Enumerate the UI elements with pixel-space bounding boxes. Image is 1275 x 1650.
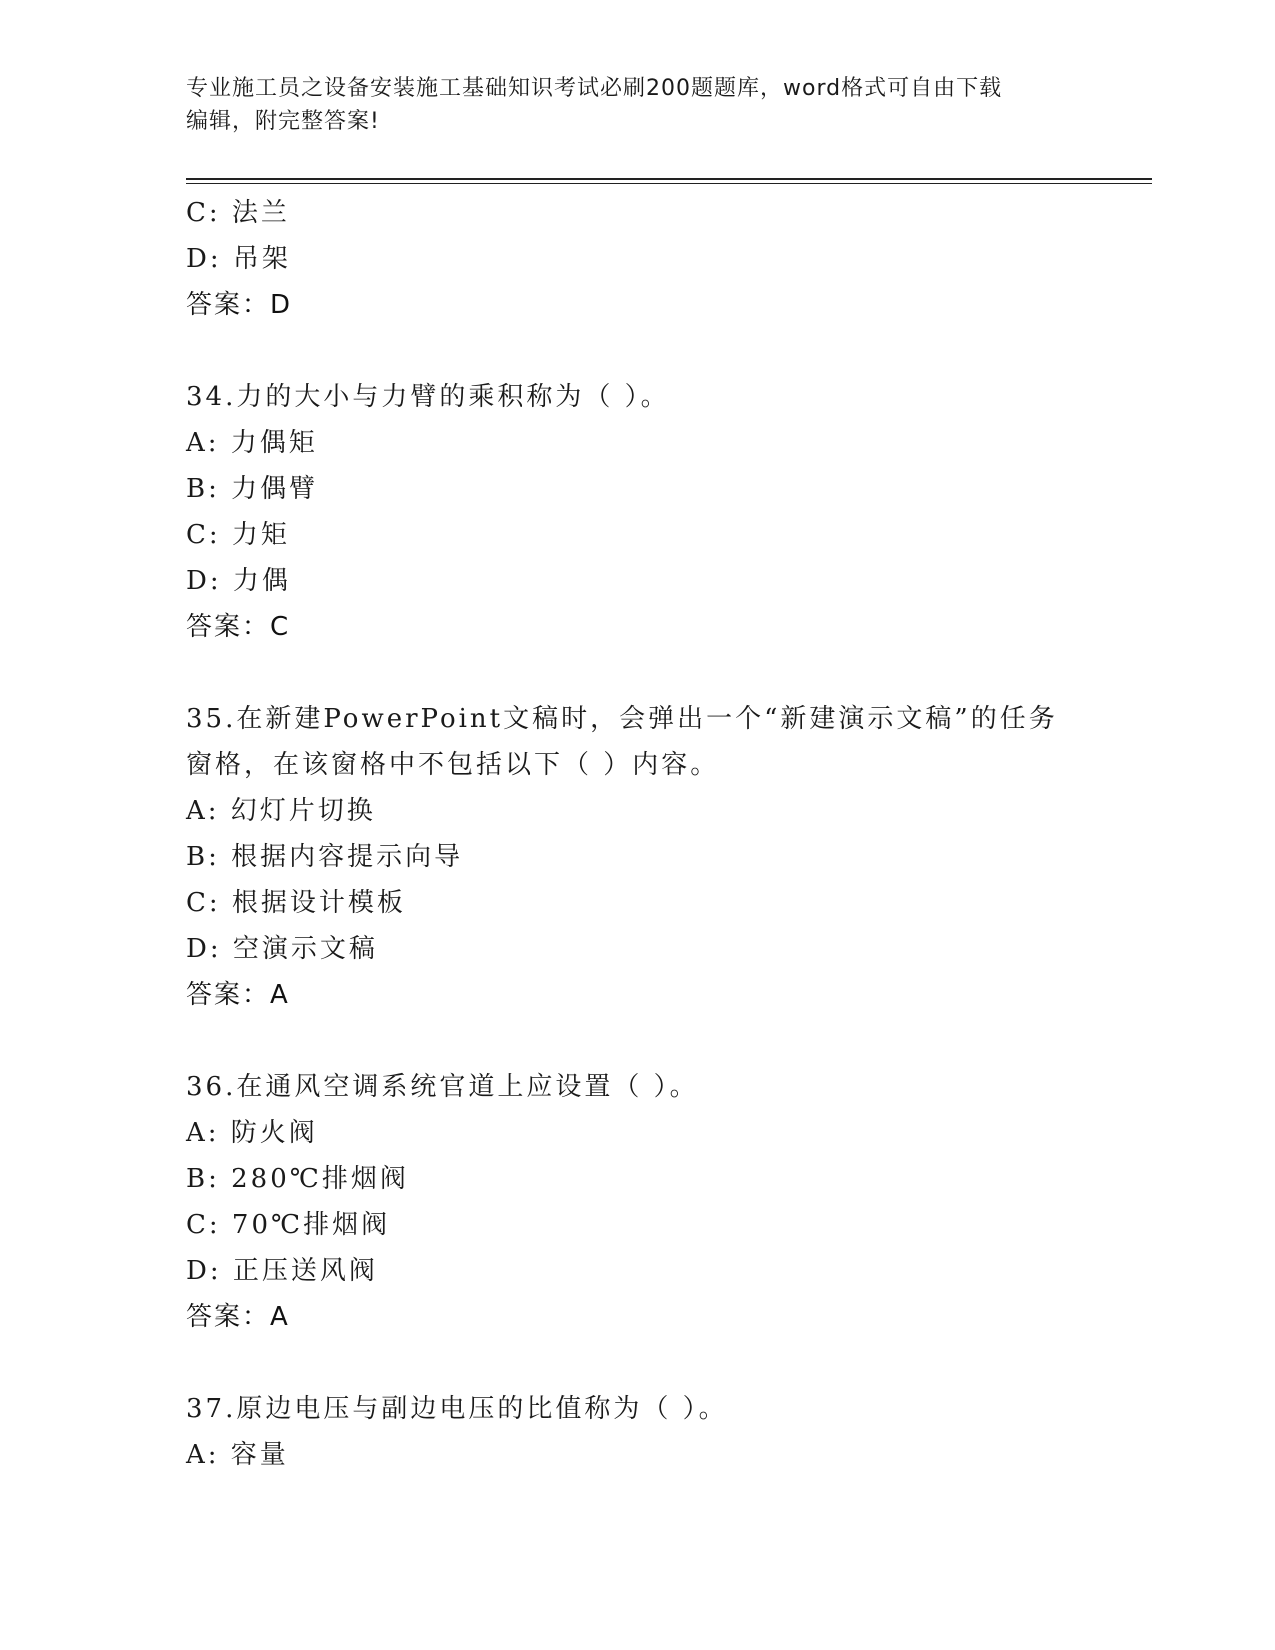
option-a: A: 力偶矩 <box>186 428 318 458</box>
question-stem: 36.在通风空调系统官道上应设置（ ）。 <box>186 1072 699 1102</box>
header-rule-thick <box>186 178 1152 180</box>
option-b: B: 力偶臂 <box>186 474 319 504</box>
answer-line: 答案：A <box>186 1302 290 1332</box>
question-block-37 <box>186 1386 1086 1478</box>
question-block-36 <box>186 1064 1086 1340</box>
question-list <box>186 190 1086 1478</box>
document-header <box>186 72 1086 138</box>
option-c: C: 法兰 <box>186 198 290 228</box>
question-stem-line-1: 35.在新建PowerPoint文稿时，会弹出一个“新建演示文稿”的任务 <box>186 704 1058 734</box>
option-a: A: 防火阀 <box>186 1118 318 1148</box>
option-c: C: 力矩 <box>186 520 290 550</box>
option-b: B: 280℃排烟阀 <box>186 1164 409 1194</box>
answer-line: 答案：D <box>186 290 293 320</box>
spacer <box>186 1018 1086 1064</box>
option-d: D: 吊架 <box>186 244 291 274</box>
spacer <box>186 650 1086 696</box>
option-c: C: 根据设计模板 <box>186 888 406 918</box>
question-block-34 <box>186 374 1086 650</box>
answer-line: 答案：A <box>186 980 290 1010</box>
header-line-1: 专业施工员之设备安装施工基础知识考试必刷200题题库，word格式可自由下载 <box>186 76 1003 101</box>
option-c: C: 70℃排烟阀 <box>186 1210 391 1240</box>
option-d: D: 正压送风阀 <box>186 1256 378 1286</box>
question-block-35 <box>186 696 1086 1018</box>
question-stem: 37.原边电压与副边电压的比值称为（ ）。 <box>186 1394 728 1424</box>
header-rule-thin <box>186 183 1152 184</box>
option-a: A: 幻灯片切换 <box>186 796 376 826</box>
question-block-33 <box>186 190 1086 328</box>
question-stem-line-2: 窗格，在该窗格中不包括以下（ ）内容。 <box>186 750 720 780</box>
option-d: D: 空演示文稿 <box>186 934 378 964</box>
question-stem: 34.力的大小与力臂的乘积称为（ ）。 <box>186 382 670 412</box>
option-d: D: 力偶 <box>186 566 291 596</box>
option-b: B: 根据内容提示向导 <box>186 842 464 872</box>
spacer <box>186 1340 1086 1386</box>
spacer <box>186 328 1086 374</box>
answer-line: 答案：C <box>186 612 291 642</box>
header-line-2: 编辑，附完整答案! <box>186 109 380 134</box>
option-a: A: 容量 <box>186 1440 289 1470</box>
